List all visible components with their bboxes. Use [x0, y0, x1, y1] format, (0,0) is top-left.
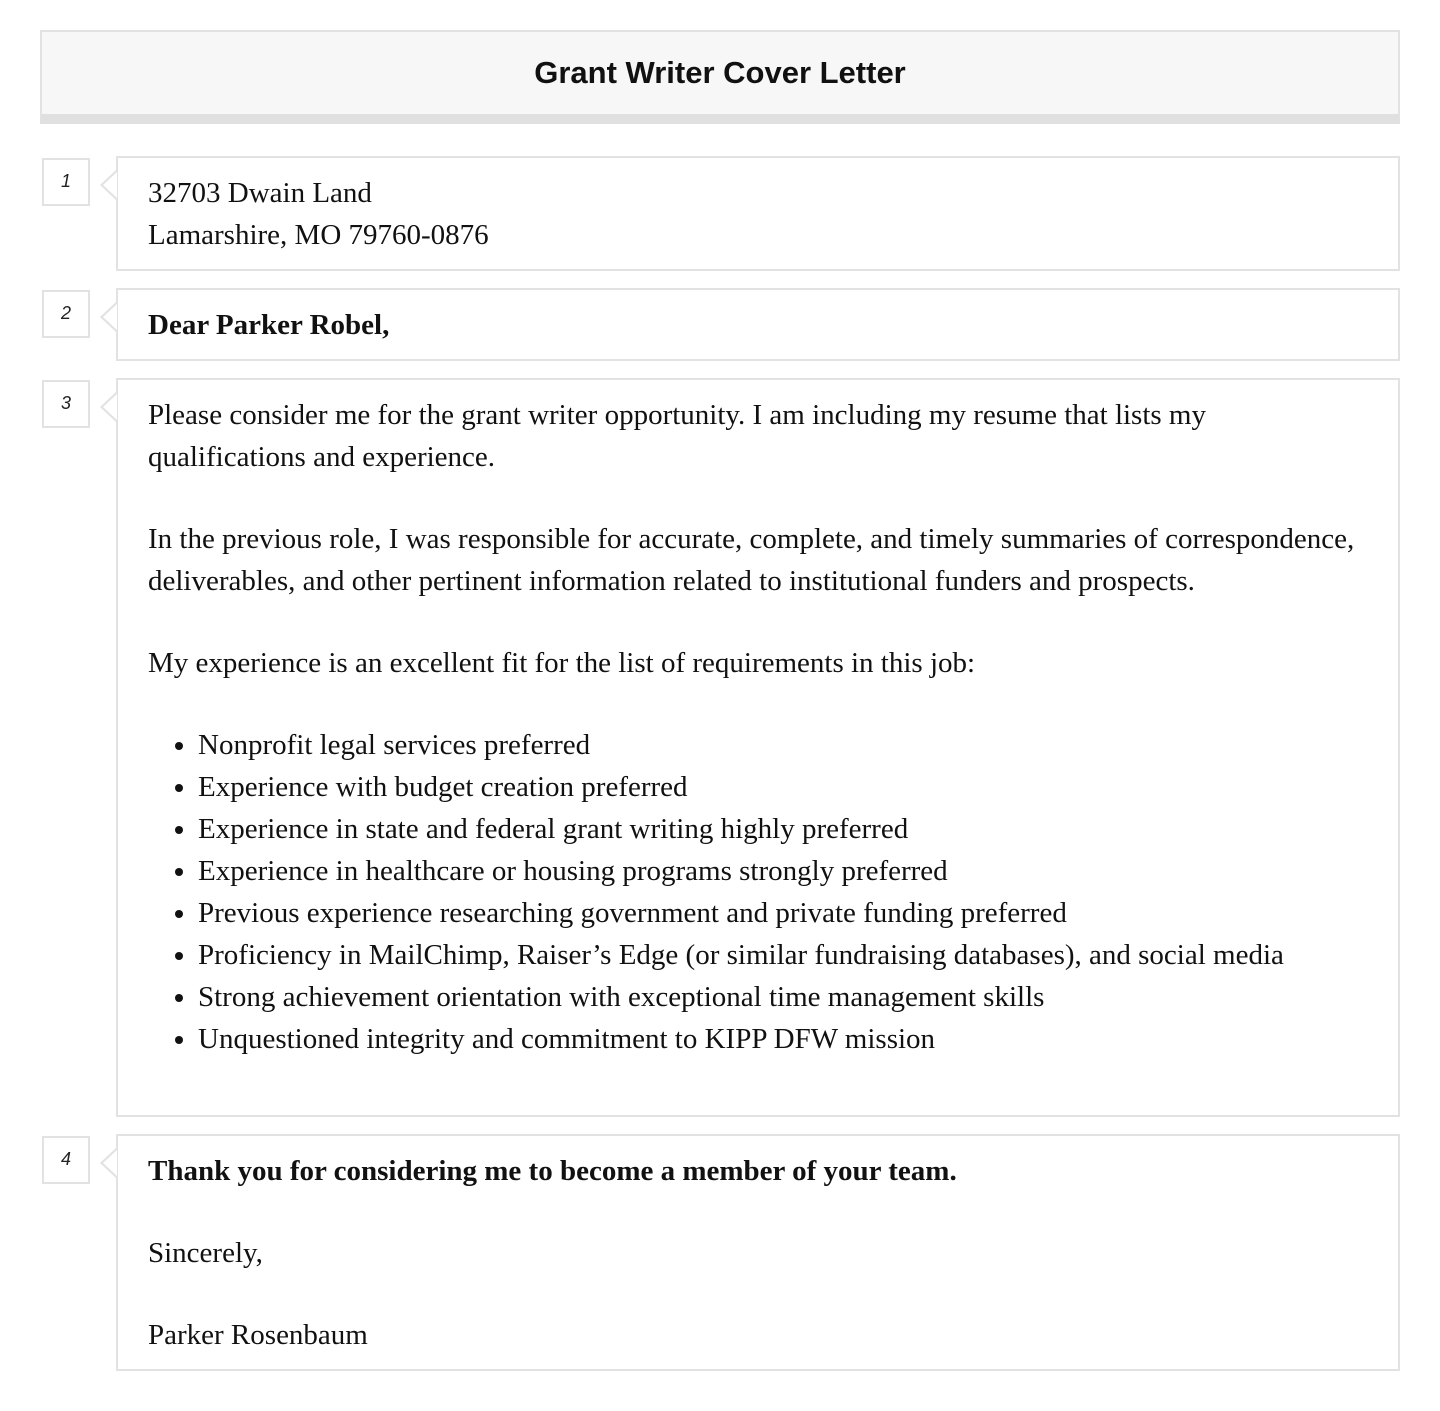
section-number-badge: 3 — [42, 380, 90, 428]
intro-paragraph: Please consider me for the grant writer opportunity. I am including my resume that lists my qualifications and experience. — [148, 399, 1206, 473]
list-item: • Strong achievement orientation with exceptional time management skills — [198, 976, 1368, 1018]
page-header — [40, 30, 1400, 124]
list-item: • Experience with budget creation preferred — [198, 766, 1368, 808]
address-line-1: 32703 Dwain Land — [148, 177, 372, 209]
requirements-intro: My experience is an excellent fit for the list of requirements in this job: — [148, 647, 976, 679]
salutation-text: Dear Parker Robel, — [148, 309, 390, 341]
section-number-badge: 4 — [42, 1136, 90, 1184]
thank-you-text: Thank you for considering me to become a member of your team. — [148, 1155, 957, 1187]
section-number-badge: 1 — [42, 158, 90, 206]
body-block — [116, 378, 1400, 1117]
address-block — [116, 156, 1400, 271]
list-item: • Unquestioned integrity and commitment to KIPP DFW mission — [198, 1018, 1368, 1060]
list-item: • Proficiency in MailChimp, Raiser’s Edge (or similar fundraising databases), and social media — [198, 934, 1368, 976]
closing-block — [116, 1134, 1400, 1371]
list-item: • Previous experience researching government and private funding preferred — [198, 892, 1368, 934]
page-title: Grant Writer Cover Letter — [534, 55, 906, 90]
list-item: • Experience in healthcare or housing programs strongly preferred — [198, 850, 1368, 892]
list-item: • Experience in state and federal grant writing highly preferred — [198, 808, 1368, 850]
address-line-2: Lamarshire, MO 79760-0876 — [148, 219, 489, 251]
signature-name: Parker Rosenbaum — [148, 1319, 368, 1351]
closing-text: Sincerely, — [148, 1237, 263, 1269]
requirements-list — [148, 724, 1368, 1060]
section-number-badge: 2 — [42, 290, 90, 338]
experience-paragraph: In the previous role, I was responsible for accurate, complete, and timely summaries of correspondence, deliverables, and other pertinent information related to institutional funders and prospects. — [148, 523, 1355, 597]
list-item: • Nonprofit legal services preferred — [198, 724, 1368, 766]
salutation-block — [116, 288, 1400, 361]
